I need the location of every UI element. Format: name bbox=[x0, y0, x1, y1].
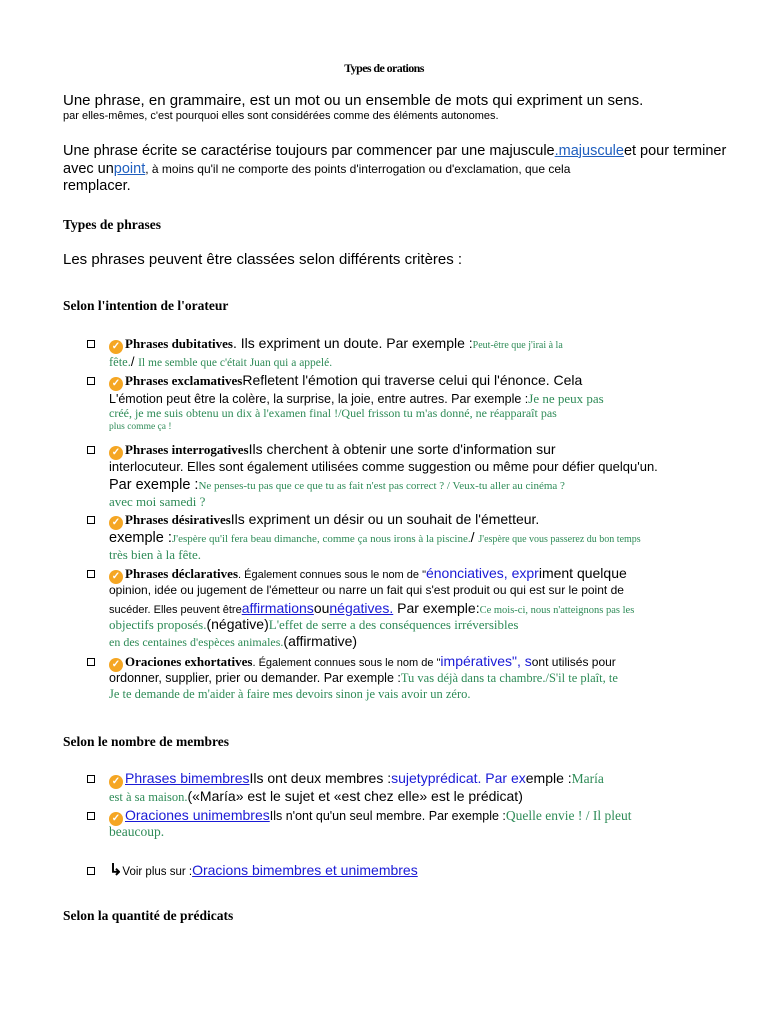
arrow-icon: ↳ bbox=[109, 862, 123, 879]
section1-heading: Selon l'intention de l'orateur bbox=[63, 298, 229, 313]
list-item-exclamatives: ✓ Phrases exclamativesRefletent l'émotion qui traverse celui qui l'énonce. Cela bbox=[109, 372, 582, 391]
check-icon: ✓ bbox=[109, 812, 123, 826]
interrogatives-example-end: avec moi samedi ? bbox=[109, 494, 206, 509]
check-icon: ✓ bbox=[109, 570, 123, 584]
desiratives-example-end: très bien à la fête. bbox=[109, 547, 202, 562]
declaratives-line-2: opinion, idée ou jugement de l'émetteur ou narre un fait qui s'est produit ou qui est sur le point de bbox=[109, 583, 624, 597]
desiratives-line-2: exemple :J'espère qu'il fera beau dimanche, comme ça nous irons à la piscine./ J'espère que vous passerez du bon temps bbox=[109, 529, 641, 546]
intro-line-1: Une phrase, en grammaire, est un mot ou un ensemble de mots qui expriment un sens. bbox=[63, 92, 644, 109]
bullet-box bbox=[87, 516, 95, 524]
imperatives-link[interactable]: impératives", s bbox=[440, 653, 532, 669]
check-icon: ✓ bbox=[109, 775, 123, 789]
bullet-box bbox=[87, 867, 95, 875]
types-heading: Types de phrases bbox=[63, 217, 162, 232]
exclamatives-example: créé, je me suis obtenu un dix à l'examen final !/Quel frisson tu m'as donné, ne réapparaît pas bbox=[109, 406, 557, 420]
list-item-declaratives: ✓ Phrases déclaratives. Également connues sous le nom de "énonciatives, expriment quelque bbox=[109, 565, 627, 584]
interrogatives-line-3: Par exemple :Ne penses-tu pas que ce que tu as fait n'est pas correct ? / Veux-tu aller au cinéma ? bbox=[109, 477, 565, 493]
unimembres-example-end: beaucoup. bbox=[109, 824, 165, 839]
sujet-predicat-link[interactable]: sujetyprédicat. Par ex bbox=[391, 770, 526, 786]
intro-line-2: par elles-mêmes, c'est pourquoi elles sont considérées comme des éléments autonomes. bbox=[63, 110, 499, 122]
page-title: Types de orations bbox=[344, 61, 424, 75]
dubitatives-example: fête./ Il me semble que c'était Juan qui a appelé. bbox=[109, 354, 333, 369]
declaratives-line-3: sucéder. Elles peuvent êtreaffirmationsounégatives. Par exemple:Ce mois-ci, nous n'atteignons pas les bbox=[109, 600, 635, 616]
exclamatives-example-end: plus comme ça ! bbox=[109, 422, 172, 432]
bullet-box bbox=[87, 446, 95, 454]
para2-line-2: avec unpoint, à moins qu'il ne comporte des points d'interrogation ou d'exclamation, que cela bbox=[63, 161, 571, 177]
criteria-text: Les phrases peuvent être classées selon différents critères : bbox=[63, 251, 463, 268]
list-item-desiratives: ✓ Phrases désirativesIls expriment un désir ou un souhait de l'émetteur. bbox=[109, 511, 539, 530]
list-item-interrogatives: ✓ Phrases interrogativesIls cherchent à obtenir une sorte d'information sur bbox=[109, 441, 556, 460]
bimembres-link[interactable]: Phrases bimembres bbox=[125, 770, 250, 786]
bullet-box bbox=[87, 570, 95, 578]
list-item-exhortatives: ✓ Oraciones exhortatives. Également connues sous le nom de "impératives", sont utilisés pour bbox=[109, 653, 616, 672]
see-more-link[interactable]: Oracions bimembres et unimembres bbox=[192, 862, 418, 878]
exhortatives-example-end: Je te demande de m'aider à faire mes devoirs sinon je vais avoir un zéro. bbox=[109, 687, 471, 701]
check-icon: ✓ bbox=[109, 340, 123, 354]
bullet-box bbox=[87, 775, 95, 783]
bullet-box bbox=[87, 340, 95, 348]
bullet-box bbox=[87, 812, 95, 820]
see-more-item: ↳Voir plus sur :Oracions bimembres et unimembres bbox=[109, 862, 418, 879]
check-icon: ✓ bbox=[109, 446, 123, 460]
exclamatives-line-2: L'émotion peut être la colère, la surprise, la joie, entre autres. Par exemple :Je ne peux pas bbox=[109, 391, 604, 406]
section2-heading: Selon le nombre de membres bbox=[63, 734, 229, 749]
point-link[interactable]: point bbox=[113, 161, 146, 177]
list-item-unimembres: ✓ Oraciones unimembresIls n'ont qu'un seul membre. Par exemple :Quelle envie ! / Il pleut bbox=[109, 807, 631, 826]
list-item-dubitatives: ✓ Phrases dubitatives. Ils expriment un doute. Par exemple :Peut-être que j'irai à la bbox=[109, 335, 563, 354]
declaratives-line-4: objectifs proposés.(négative)L'effet de serre a des conséquences irréversibles bbox=[109, 616, 519, 632]
bullet-box bbox=[87, 658, 95, 666]
check-icon: ✓ bbox=[109, 516, 123, 530]
para2-line-1: Une phrase écrite se caractérise toujours par commencer par une majuscule.majusculeet pour terminer bbox=[63, 143, 727, 159]
enonciatives-link[interactable]: énonciatives, expr bbox=[425, 565, 539, 581]
negatives-link[interactable]: négatives. bbox=[329, 600, 394, 616]
check-icon: ✓ bbox=[109, 377, 123, 391]
bimembres-line-2: est à sa maison.(«María» est le sujet et «est chez elle» est le prédicat) bbox=[109, 788, 523, 804]
declaratives-line-5: en des centaines d'espèces animales.(affirmative) bbox=[109, 633, 358, 649]
interrogatives-line-2: interlocuteur. Elles sont également utilisées comme suggestion ou même pour défier quelqu'un. bbox=[109, 459, 658, 474]
bullet-box bbox=[87, 377, 95, 385]
exhortatives-line-2: ordonner, supplier, prier ou demander. Par exemple :Tu vas déjà dans ta chambre./S'il te plaît, te bbox=[109, 671, 618, 685]
section3-heading: Selon la quantité de prédicats bbox=[63, 908, 234, 923]
unimembres-link[interactable]: Oraciones unimembres bbox=[125, 807, 270, 823]
majuscule-link[interactable]: .majuscule bbox=[554, 143, 624, 159]
check-icon: ✓ bbox=[109, 658, 123, 672]
list-item-bimembres: ✓ Phrases bimembresIls ont deux membres :sujetyprédicat. Par exemple :María bbox=[109, 770, 604, 789]
affirmations-link[interactable]: affirmations bbox=[241, 600, 314, 616]
para2-line-3: remplacer. bbox=[63, 178, 131, 194]
